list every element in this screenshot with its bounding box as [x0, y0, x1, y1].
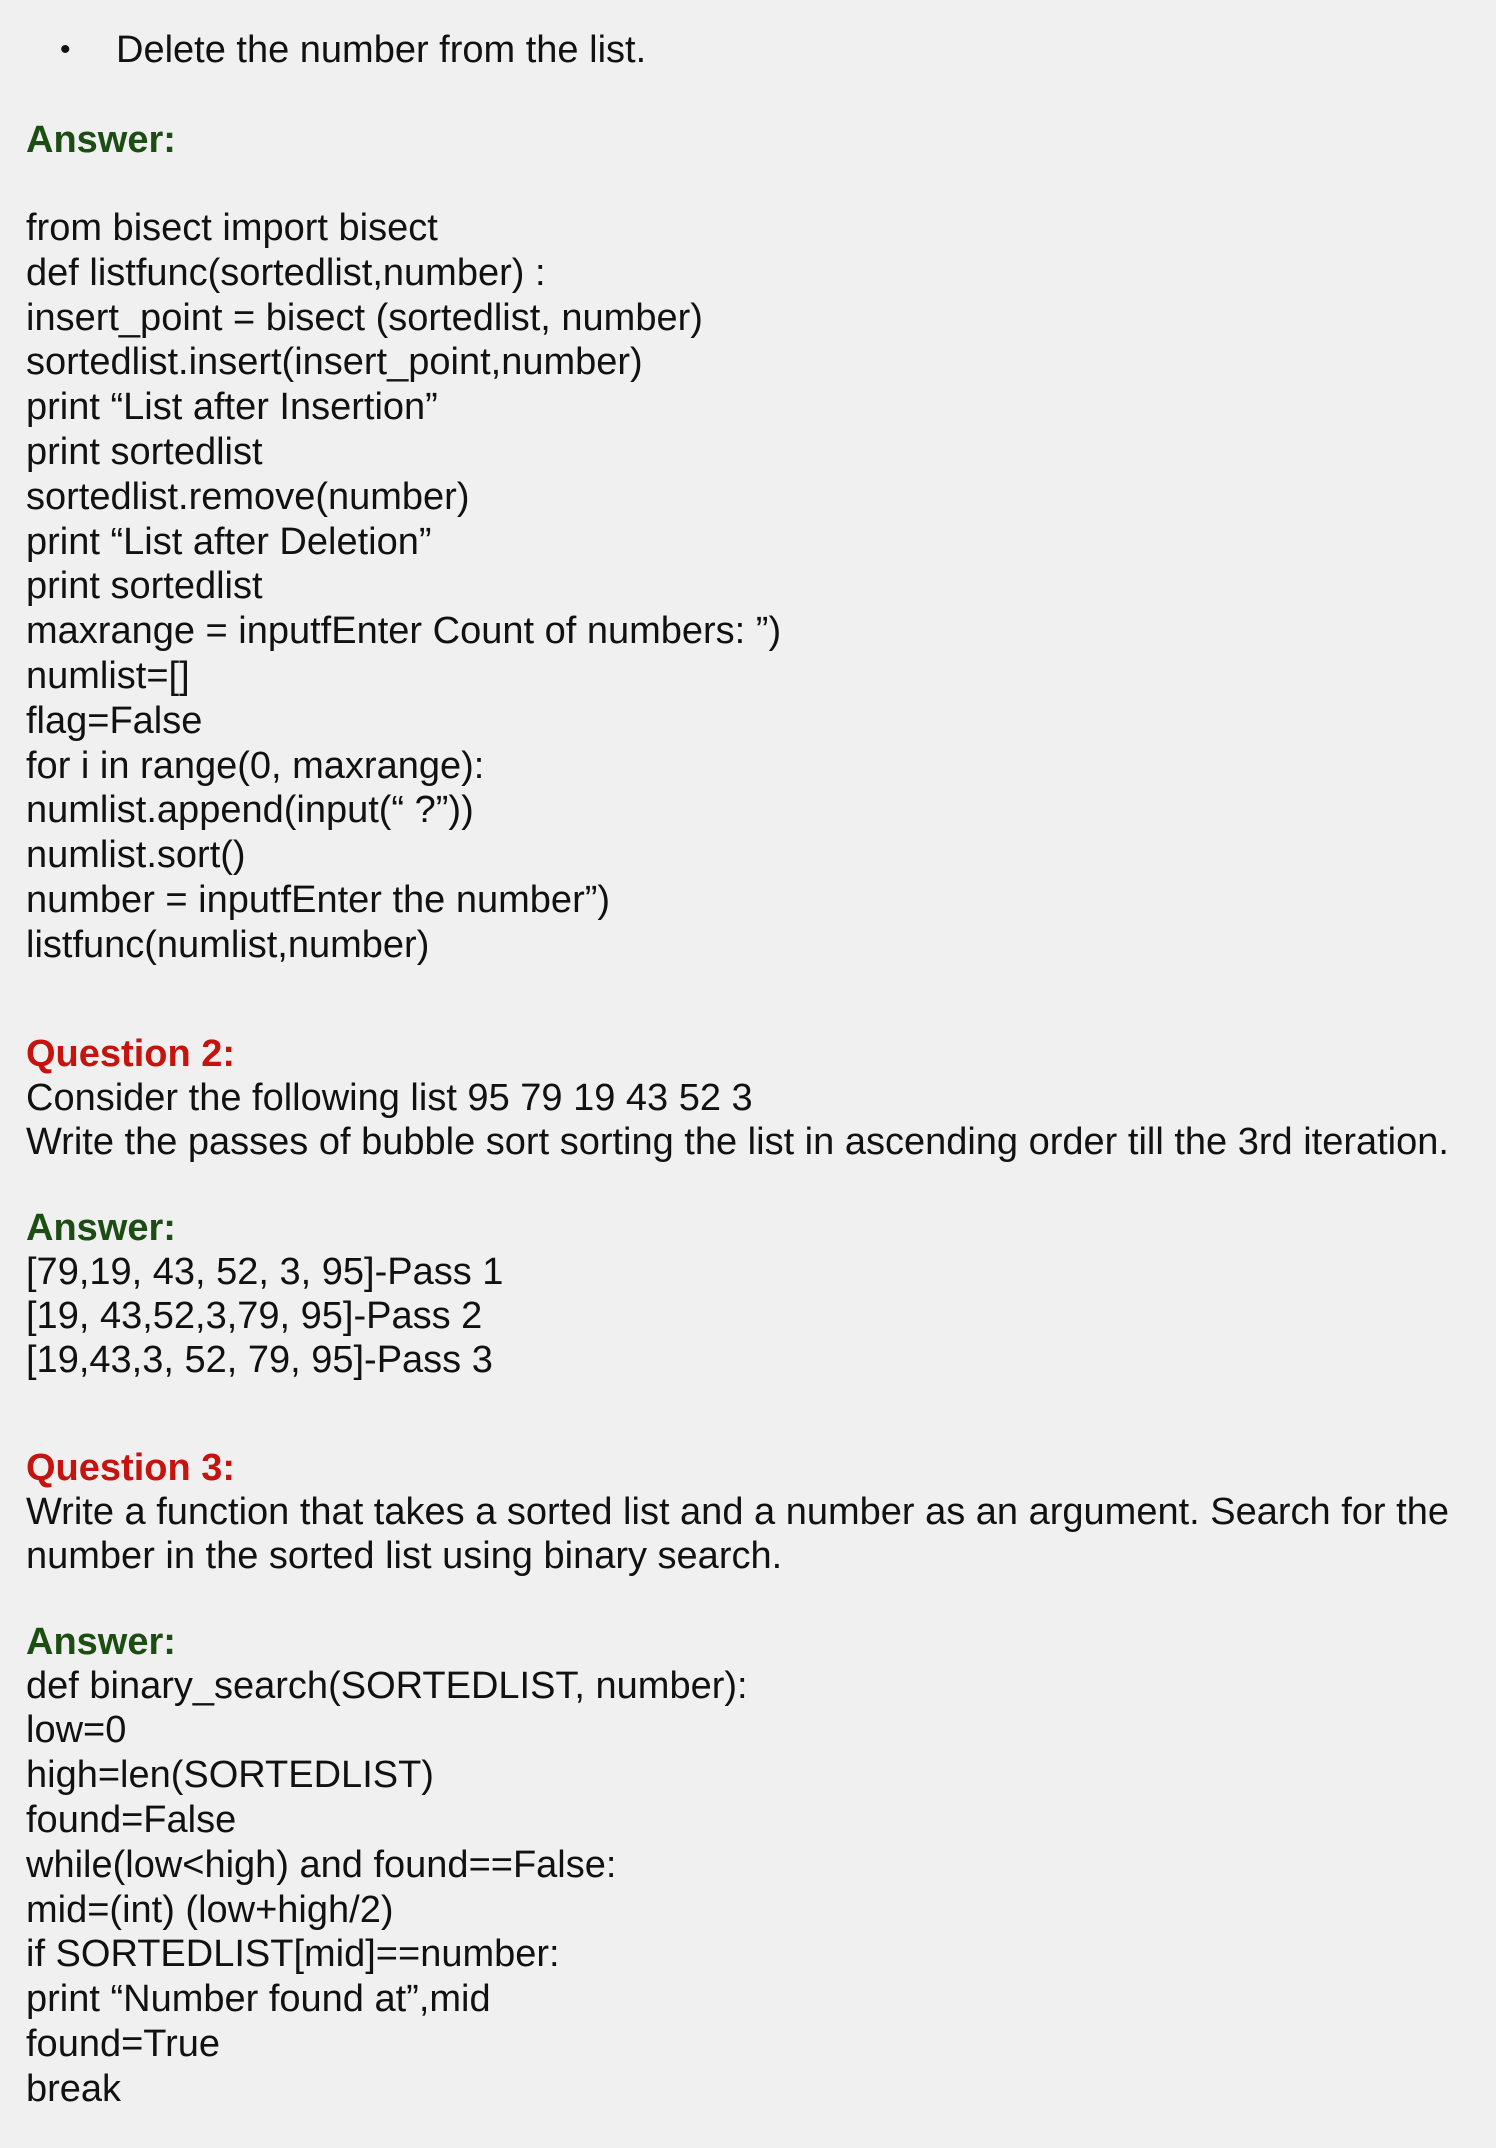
bubble-pass-line: [79,19, 43, 52, 3, 95]-Pass 1 [26, 1250, 504, 1293]
code-line: insert_point = bisect (sortedlist, number) [26, 296, 703, 339]
code-line: low=0 [26, 1709, 127, 1752]
code-line: if SORTEDLIST[mid]==number: [26, 1933, 560, 1976]
code-line: def listfunc(sortedlist,number) : [26, 251, 546, 294]
code-line: print “List after Deletion” [26, 520, 432, 563]
answer-2-label: Answer: [26, 1206, 176, 1249]
code-line: numlist=[] [26, 654, 190, 697]
code-line: def binary_search(SORTEDLIST, number): [26, 1664, 748, 1707]
code-line: numlist.sort() [26, 834, 246, 877]
code-line: number = inputfEnter the number”) [26, 878, 611, 921]
code-line: print sortedlist [26, 565, 263, 608]
bullet-dot: • [60, 33, 71, 66]
answer-3-code [26, 1664, 1476, 2112]
bubble-pass-line: [19,43,3, 52, 79, 95]-Pass 3 [26, 1338, 493, 1381]
code-line: listfunc(numlist,number) [26, 923, 430, 966]
answer-1-code [26, 206, 1476, 968]
code-line: mid=(int) (low+high/2) [26, 1888, 394, 1931]
bubble-pass-line: [19, 43,52,3,79, 95]-Pass 2 [26, 1294, 483, 1337]
code-line: sortedlist.insert(insert_point,number) [26, 341, 643, 384]
code-line: from bisect import bisect [26, 207, 438, 249]
code-line: print “List after Insertion” [26, 386, 438, 429]
answer-1-label: Answer: [26, 119, 176, 161]
code-line: while(low<high) and found==False: [26, 1843, 617, 1886]
question-3-label: Question 3: [26, 1446, 236, 1489]
question-2-label: Question 2: [26, 1032, 236, 1075]
document-page [26, 20, 1476, 2112]
question-2-line: Write the passes of bubble sort sorting the list in ascending order till the 3rd iteration. [26, 1120, 1449, 1163]
code-line: for i in range(0, maxrange): [26, 744, 485, 787]
code-line: found=False [26, 1798, 237, 1841]
code-line: high=len(SORTEDLIST) [26, 1754, 434, 1797]
code-line: print “Number found at”,mid [26, 1978, 491, 2021]
code-line: numlist.append(input(“ ?”)) [26, 789, 474, 832]
code-line: sortedlist.remove(number) [26, 475, 470, 518]
question-2-line: Consider the following list 95 79 19 43 52 3 [26, 1076, 753, 1119]
code-line: break [26, 2067, 122, 2110]
bullet-text: Delete the number from the list. [116, 28, 647, 71]
code-line: flag=False [26, 699, 203, 742]
question-3-line: number in the sorted list using binary search. [26, 1534, 783, 1577]
bullet-item [60, 20, 1476, 80]
question-3-line: Write a function that takes a sorted list and a number as an argument. Search for the [26, 1490, 1449, 1533]
code-line: maxrange = inputfEnter Count of numbers: ”) [26, 610, 782, 653]
code-line: print sortedlist [26, 430, 263, 473]
code-line: found=True [26, 2022, 221, 2065]
answer-3-label: Answer: [26, 1620, 176, 1663]
